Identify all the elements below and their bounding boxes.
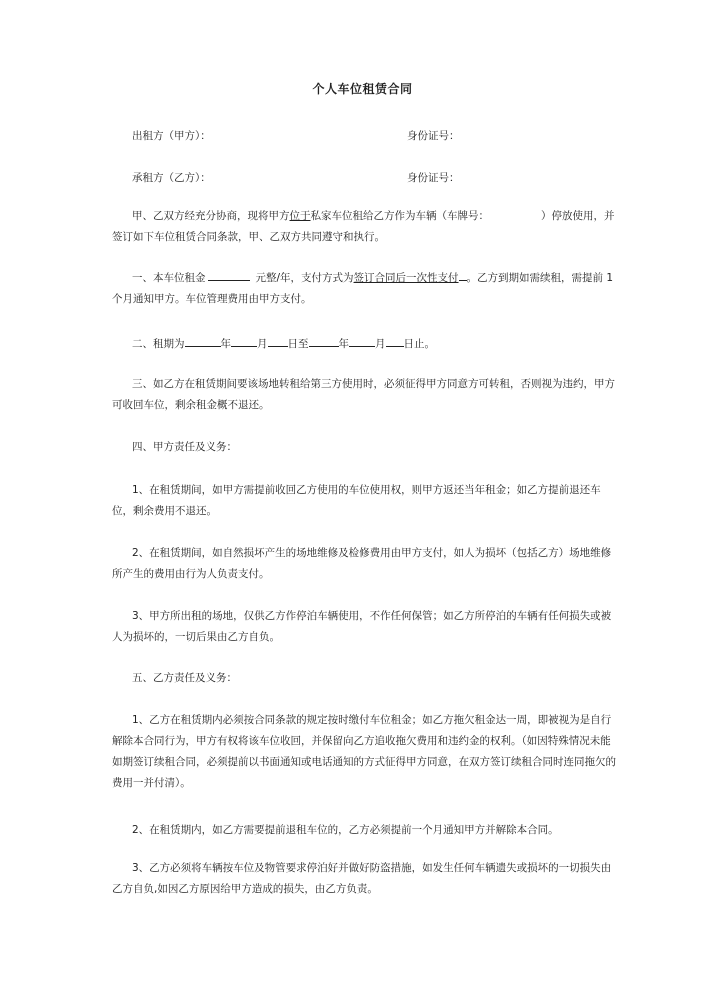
clause2-day1: 日至 [287,338,309,350]
section-4-item-1: 1、在租赁期间，如甲方需提前收回乙方使用的车位使用权，则甲方返还当年租金；如乙方提前退还车位，剩余费用不退还。 [112,484,601,517]
clause2-month1: 月 [257,338,268,350]
clause-2 [112,334,618,355]
clause1-part3: 。乙方到期如需续租，需提前 1个月通知甲方。车位管理费用由甲方支付。 [112,272,614,305]
intro-underlined: 位于 [289,210,311,222]
intro-part3: ）停放使用，并签订如下车位租赁合同条款，甲、乙双方共同遵守和执行。 [112,210,615,243]
end-day-blank [386,336,404,347]
lessor-label: 出租方（甲方）： [132,130,211,142]
payment-method: 签订合同后一次性支付 [353,272,459,284]
document-title: 个人车位租赁合同 [312,82,413,96]
lessor-row [132,128,460,143]
intro-part1: 甲、乙双方经充分协商，现将甲方 [132,210,290,222]
clause2-day2: 日止。 [403,338,435,350]
clause2-year2: 年 [338,338,349,350]
section-4-item-2: 2、在租赁期间，如自然损坏产生的场地维修及检修费用由甲方支付，如人为损坏（包括乙方）场地维修所产生的费用由行为人负责支付。 [112,547,612,580]
payment-tail-blank [459,270,467,281]
lessor-id-label: 身份证号： [407,130,460,142]
clause2-year1: 年 [220,338,231,350]
start-year-blank [185,336,221,347]
section-4-item-3: 3、甲方所出租的场地，仅供乙方作停泊车辆使用，不作任何保管；如乙方所停泊的车辆有任何损失或被人为损坏的，一切后果由乙方自负。 [112,610,612,643]
clause1-part1: 一、本车位租金 [132,272,206,284]
lessee-label: 承租方（乙方）： [132,172,211,184]
lessee-row [132,170,460,185]
section-5-heading: 五、乙方责任及义务： [132,672,237,684]
intro-part2: 私家车位租给乙方作为车辆（车牌号： [310,210,489,222]
clause2-month2: 月 [375,338,386,350]
start-month-blank [231,336,257,347]
section-5-item-2: 2、在租赁期内，如乙方需要提前退租车位的，乙方必须提前一个月通知甲方并解除本合同。 [132,824,559,836]
end-year-blank [309,336,339,347]
clause1-part2: 元整/年，支付方式为 [255,272,354,284]
start-day-blank [268,336,288,347]
lessee-id-label: 身份证号： [407,172,460,184]
section-4-heading: 四、甲方责任及义务： [132,441,237,453]
section-5-item-3: 3、乙方必须将车辆按车位及物管要求停泊好并做好防盗措施，如发生任何车辆遗失或损坏的一切损失由乙方自负,如因乙方原因给甲方造成的损失，由乙方负责。 [112,862,612,895]
clause-1 [112,268,618,310]
end-month-blank [349,336,375,347]
rent-blank [208,270,250,281]
intro-paragraph [112,206,618,248]
clause2-part1: 二、租期为 [132,338,185,350]
clause-3: 三、如乙方在租赁期间要该场地转租给第三方使用时，必须征得甲方同意方可转租，否则视为违约，甲方可收回车位，剩余租金概不退还。 [112,378,615,411]
section-5-item-1: 1、乙方在租赁期内必须按合同条款的规定按时缴付车位租金；如乙方拖欠租金达一周，即被视为是自行解除本合同行为，甲方有权将该车位收回，并保留向乙方追收拖欠费用和违约金的权利。（如因特殊情况未能如期签订续租合同，必须提前以书面通知或电话通知的方式征得甲方同意，在双方签订续租合同时连同拖欠的费用一并付清）。 [112,714,616,789]
